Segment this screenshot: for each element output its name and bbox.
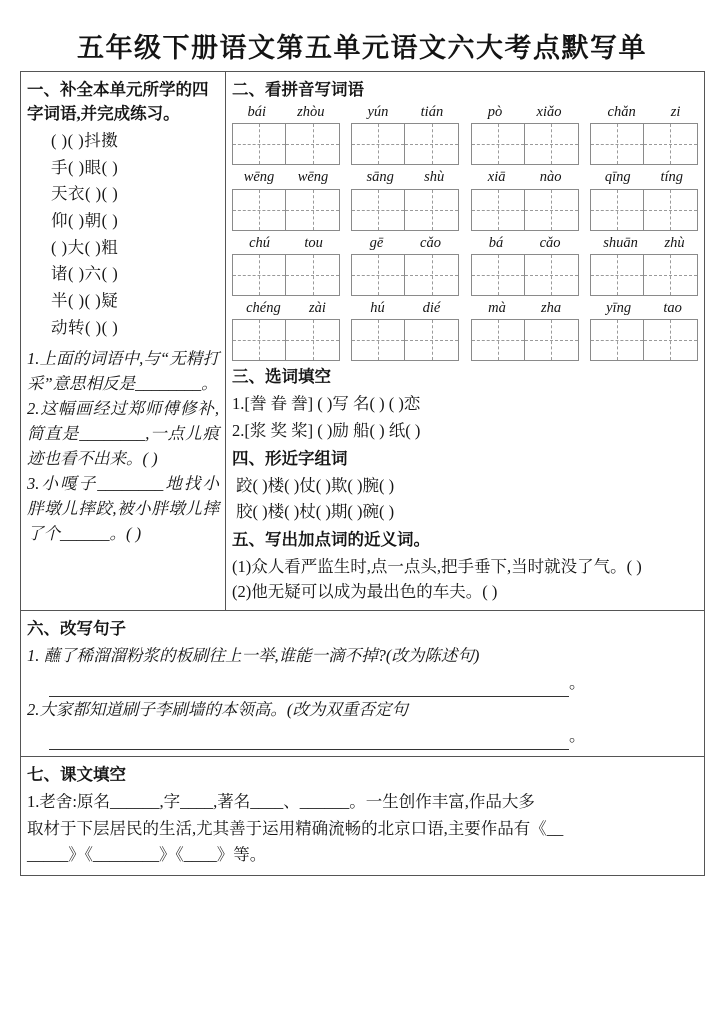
section7-heading: 七、课文填空 <box>27 765 126 785</box>
pinyin-group <box>590 235 698 296</box>
pinyin-syllable: tíng <box>660 169 684 186</box>
list-item[interactable]: 诸( )六( ) <box>51 264 119 284</box>
tianzige-cell[interactable] <box>644 255 697 295</box>
pinyin-labels <box>232 235 340 254</box>
pinyin-syllable: chú <box>249 234 271 251</box>
section7-cell <box>21 757 705 876</box>
tianzige-box[interactable] <box>232 189 340 231</box>
tianzige-cell[interactable] <box>286 190 339 230</box>
tianzige-box[interactable] <box>351 189 459 231</box>
pinyin-syllable: zài <box>308 300 326 317</box>
tianzige-box[interactable] <box>590 189 698 231</box>
pinyin-labels <box>590 169 698 188</box>
section4-heading: 四、形近字组词 <box>232 448 348 468</box>
pinyin-group <box>590 169 698 230</box>
period-mark: 。 <box>569 726 586 746</box>
pinyin-syllable: mà <box>488 300 506 317</box>
tianzige-box[interactable] <box>590 254 698 296</box>
tianzige-cell[interactable] <box>472 190 525 230</box>
section7-line-2[interactable]: 取材于下层居民的生活,尤其善于运用精确流畅的北京口语,主要作品有《__ <box>27 818 564 838</box>
pinyin-group <box>232 235 340 296</box>
pinyin-group <box>232 300 340 361</box>
section6-heading: 六、改写句子 <box>27 619 126 639</box>
tianzige-box[interactable] <box>351 254 459 296</box>
worksheet-table <box>20 71 705 876</box>
period-mark: 。 <box>569 672 586 692</box>
section2-heading: 二、看拼音写词语 <box>232 80 364 99</box>
pinyin-syllable: xiā <box>487 169 506 186</box>
tianzige-cell[interactable] <box>405 124 458 164</box>
tianzige-cell[interactable] <box>233 255 286 295</box>
section5-item[interactable]: (1)众人看严监生时,点一点头,把手垂下,当时就没了气。( ) <box>232 557 642 577</box>
tianzige-cell[interactable] <box>405 320 458 360</box>
tianzige-box[interactable] <box>232 254 340 296</box>
pinyin-syllable: bá <box>488 234 504 251</box>
pinyin-labels <box>471 169 579 188</box>
pinyin-syllable: tao <box>663 300 682 317</box>
pinyin-syllable: xiǎo <box>536 103 562 120</box>
pinyin-labels <box>351 169 459 188</box>
answer-rule[interactable] <box>49 749 569 750</box>
section7-line-3[interactable]: _____》《________》《____》等。 <box>27 845 267 865</box>
page-title: 五年级下册语文第五单元语文六大考点默写单 <box>77 33 647 63</box>
pinyin-syllable: wēng <box>297 169 329 186</box>
list-item[interactable]: 手( )眼( ) <box>51 157 119 177</box>
pinyin-group <box>471 104 579 165</box>
pinyin-row <box>232 104 698 165</box>
section6-cell <box>21 611 705 757</box>
pinyin-syllable: pò <box>487 103 503 120</box>
tianzige-cell[interactable] <box>472 255 525 295</box>
pinyin-group <box>351 169 459 230</box>
pinyin-group <box>351 235 459 296</box>
pinyin-syllable: zhù <box>664 234 685 251</box>
pinyin-labels <box>351 235 459 254</box>
pinyin-syllable: zi <box>670 103 681 120</box>
pinyin-labels <box>471 104 579 123</box>
pinyin-group <box>351 104 459 165</box>
tianzige-cell[interactable] <box>644 190 697 230</box>
table-row-top <box>21 72 705 611</box>
pinyin-group <box>590 300 698 361</box>
list-item[interactable]: 半( )( )疑 <box>51 291 119 311</box>
pinyin-syllable: chǎn <box>607 103 636 120</box>
section5-item[interactable]: (2)他无疑可以成为最出色的车夫。( ) <box>232 582 498 602</box>
tianzige-cell[interactable] <box>525 190 578 230</box>
tianzige-cell[interactable] <box>591 255 644 295</box>
tianzige-box[interactable] <box>471 254 579 296</box>
pinyin-syllable: chéng <box>246 300 281 317</box>
pinyin-group <box>590 104 698 165</box>
section4-row[interactable]: 胶( )楼( )杖( )期( )碗( ) <box>236 502 395 522</box>
pinyin-syllable: sāng <box>366 169 394 186</box>
pinyin-syllable: dié <box>422 300 441 317</box>
list-item[interactable]: ( )( )抖擞 <box>51 130 119 150</box>
tianzige-cell[interactable] <box>644 124 697 164</box>
section6-answer-line-2[interactable] <box>27 723 698 750</box>
pinyin-syllable: tián <box>420 103 444 120</box>
tianzige-box[interactable] <box>351 319 459 361</box>
table-row-section7 <box>21 757 705 876</box>
list-item[interactable]: 动转( )( ) <box>51 317 119 337</box>
tianzige-cell[interactable] <box>286 320 339 360</box>
tianzige-cell[interactable] <box>405 255 458 295</box>
pinyin-syllable: yún <box>367 103 389 120</box>
tianzige-cell[interactable] <box>525 124 578 164</box>
pinyin-syllable: wēng <box>243 169 275 186</box>
tianzige-cell[interactable] <box>286 124 339 164</box>
pinyin-row <box>232 169 698 230</box>
tianzige-box[interactable] <box>232 319 340 361</box>
tianzige-cell[interactable] <box>591 320 644 360</box>
tianzige-cell[interactable] <box>472 124 525 164</box>
tianzige-box[interactable] <box>590 319 698 361</box>
list-item[interactable]: 仰( )朝( ) <box>51 211 119 230</box>
section1-questions <box>27 346 219 547</box>
pinyin-syllable: nào <box>539 169 562 186</box>
pinyin-group <box>471 300 579 361</box>
tianzige-cell[interactable] <box>352 320 405 360</box>
pinyin-syllable: cǎo <box>420 234 441 251</box>
tianzige-cell[interactable] <box>233 190 286 230</box>
section5-heading: 五、写出加点词的近义词。 <box>232 530 430 550</box>
tianzige-box[interactable] <box>590 123 698 165</box>
tianzige-box[interactable] <box>471 123 579 165</box>
pinyin-syllable: tou <box>304 234 323 251</box>
section6-question-1[interactable]: 1. 蘸了稀溜溜粉浆的板刷往上一举,谁能一滴不掉?(改为陈述句) <box>27 646 480 666</box>
pinyin-group <box>232 169 340 230</box>
pinyin-syllable: gē <box>369 234 384 251</box>
section6-answer-line-1[interactable] <box>27 670 698 697</box>
tianzige-cell[interactable] <box>472 320 525 360</box>
pinyin-syllable: yīng <box>606 300 632 317</box>
pinyin-group <box>351 300 459 361</box>
section1-wordlist <box>27 128 219 342</box>
pinyin-labels <box>232 300 340 319</box>
tianzige-cell[interactable] <box>644 320 697 360</box>
pinyin-labels <box>471 235 579 254</box>
pinyin-syllable: shuān <box>603 234 638 251</box>
tianzige-cell[interactable] <box>352 255 405 295</box>
pinyin-row <box>232 235 698 296</box>
left-column-cell <box>21 72 226 611</box>
tianzige-cell[interactable] <box>591 124 644 164</box>
pinyin-syllable: zha <box>540 300 562 317</box>
list-item[interactable]: 天衣( )( ) <box>51 184 119 204</box>
pinyin-syllable: hú <box>370 300 385 317</box>
section6-question-2[interactable]: 2.大家都知道刷子李刷墙的本领高。(改为双重否定句 <box>27 699 408 719</box>
section1-question-1[interactable]: 1.上面的词语中,与“无精打采”意思相反是________。 <box>27 348 219 393</box>
section1-heading: 一、补全本单元所学的四字词语,并完成练习。 <box>27 80 209 123</box>
pinyin-group <box>232 104 340 165</box>
table-row-section6 <box>21 611 705 757</box>
tianzige-box[interactable] <box>471 319 579 361</box>
pinyin-labels <box>232 169 340 188</box>
section3-heading: 三、选词填空 <box>232 367 331 387</box>
pinyin-labels <box>351 300 459 319</box>
pinyin-group <box>471 235 579 296</box>
section3-item[interactable]: 2.[浆 奖 桨] ( )励 船( ) 纸( ) <box>232 421 421 441</box>
pinyin-labels <box>351 104 459 123</box>
pinyin-labels <box>232 104 340 123</box>
pinyin-labels <box>471 300 579 319</box>
pinyin-labels <box>590 104 698 123</box>
tianzige-cell[interactable] <box>405 190 458 230</box>
right-column-cell <box>226 72 705 611</box>
section4-row[interactable]: 跤( )楼( )仗( )欺( )腕( ) <box>236 475 395 495</box>
tianzige-box[interactable] <box>232 123 340 165</box>
pinyin-group <box>471 169 579 230</box>
pinyin-labels <box>590 300 698 319</box>
tianzige-cell[interactable] <box>286 255 339 295</box>
list-item[interactable]: ( )大( )粗 <box>51 237 119 257</box>
tianzige-cell[interactable] <box>352 124 405 164</box>
pinyin-labels <box>590 235 698 254</box>
pinyin-syllable: shù <box>424 169 445 186</box>
tianzige-cell[interactable] <box>591 190 644 230</box>
pinyin-grid-block <box>232 104 698 362</box>
pinyin-syllable: cǎo <box>539 234 561 251</box>
page-title-wrap <box>20 18 704 71</box>
tianzige-box[interactable] <box>351 123 459 165</box>
section3-item[interactable]: 1.[誊 眷 誊] ( )写 名( ) ( )恋 <box>232 394 421 414</box>
tianzige-box[interactable] <box>471 189 579 231</box>
tianzige-cell[interactable] <box>233 124 286 164</box>
section1-question-2[interactable]: 2.这幅画经过郑师傅修补,简直是________,一点儿痕迹也看不出来。( ) <box>27 398 219 468</box>
pinyin-syllable: zhòu <box>297 103 325 120</box>
pinyin-row <box>232 300 698 361</box>
pinyin-syllable: bái <box>247 103 267 120</box>
tianzige-cell[interactable] <box>233 320 286 360</box>
pinyin-syllable: qīng <box>604 169 631 186</box>
tianzige-cell[interactable] <box>525 320 578 360</box>
section7-line-1[interactable]: 1.老舍:原名______,字____,著名____、______。一生创作丰富,作品大多 <box>27 792 535 811</box>
tianzige-cell[interactable] <box>525 255 578 295</box>
section1-question-3[interactable]: 3.小嘎子________地找小胖墩儿摔跤,被小胖墩儿摔了个______。( ) <box>27 473 219 544</box>
tianzige-cell[interactable] <box>352 190 405 230</box>
